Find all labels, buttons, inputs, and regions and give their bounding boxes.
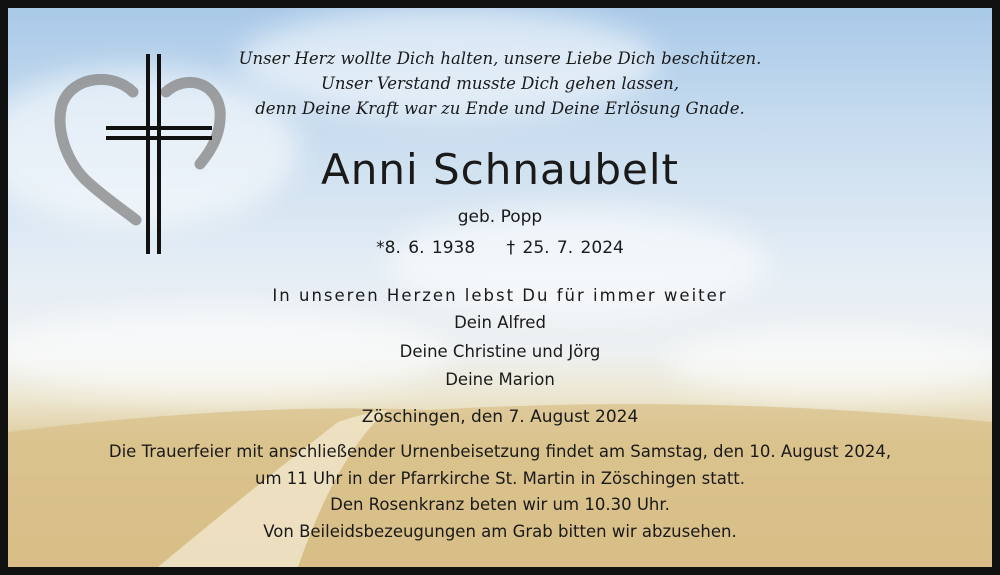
obituary-card — [8, 8, 992, 567]
verse-line: Unser Herz wollte Dich halten, unsere Liebe Dich beschützen. — [238, 49, 762, 68]
mourner-name: Dein Alfred — [454, 313, 546, 332]
info-line: Den Rosenkranz beten wir um 10.30 Uhr. — [330, 495, 670, 514]
deceased-name: Anni Schnaubelt — [321, 145, 679, 194]
birth-name: geb. Popp — [457, 207, 543, 227]
verse — [8, 46, 992, 121]
mourner-name: Deine Marion — [445, 370, 555, 389]
birth-date: *8. 6. 1938 — [376, 238, 476, 258]
mourners-list — [8, 309, 992, 395]
place-date: Zöschingen, den 7. August 2024 — [361, 407, 639, 427]
info-line: Die Trauerfeier mit anschließender Urnenbeisetzung findet am Samstag, den 10. August 2024, — [108, 442, 892, 461]
info-line: um 11 Uhr in der Pfarrkirche St. Martin in Zöschingen statt. — [254, 468, 745, 488]
info-line: Von Beileidsbezeugungen am Grab bitten wir abzusehen. — [263, 521, 737, 541]
funeral-info — [8, 439, 992, 545]
death-date: † 25. 7. 2024 — [506, 238, 624, 258]
life-dates — [8, 236, 992, 260]
mourner-name: Deine Christine und Jörg — [399, 341, 601, 361]
motto: In unseren Herzen lebst Du für immer weiter — [272, 286, 728, 305]
verse-line: denn Deine Kraft war zu Ende und Deine Erlösung Gnade. — [255, 99, 745, 118]
verse-line: Unser Verstand musste Dich gehen lassen, — [320, 74, 680, 93]
